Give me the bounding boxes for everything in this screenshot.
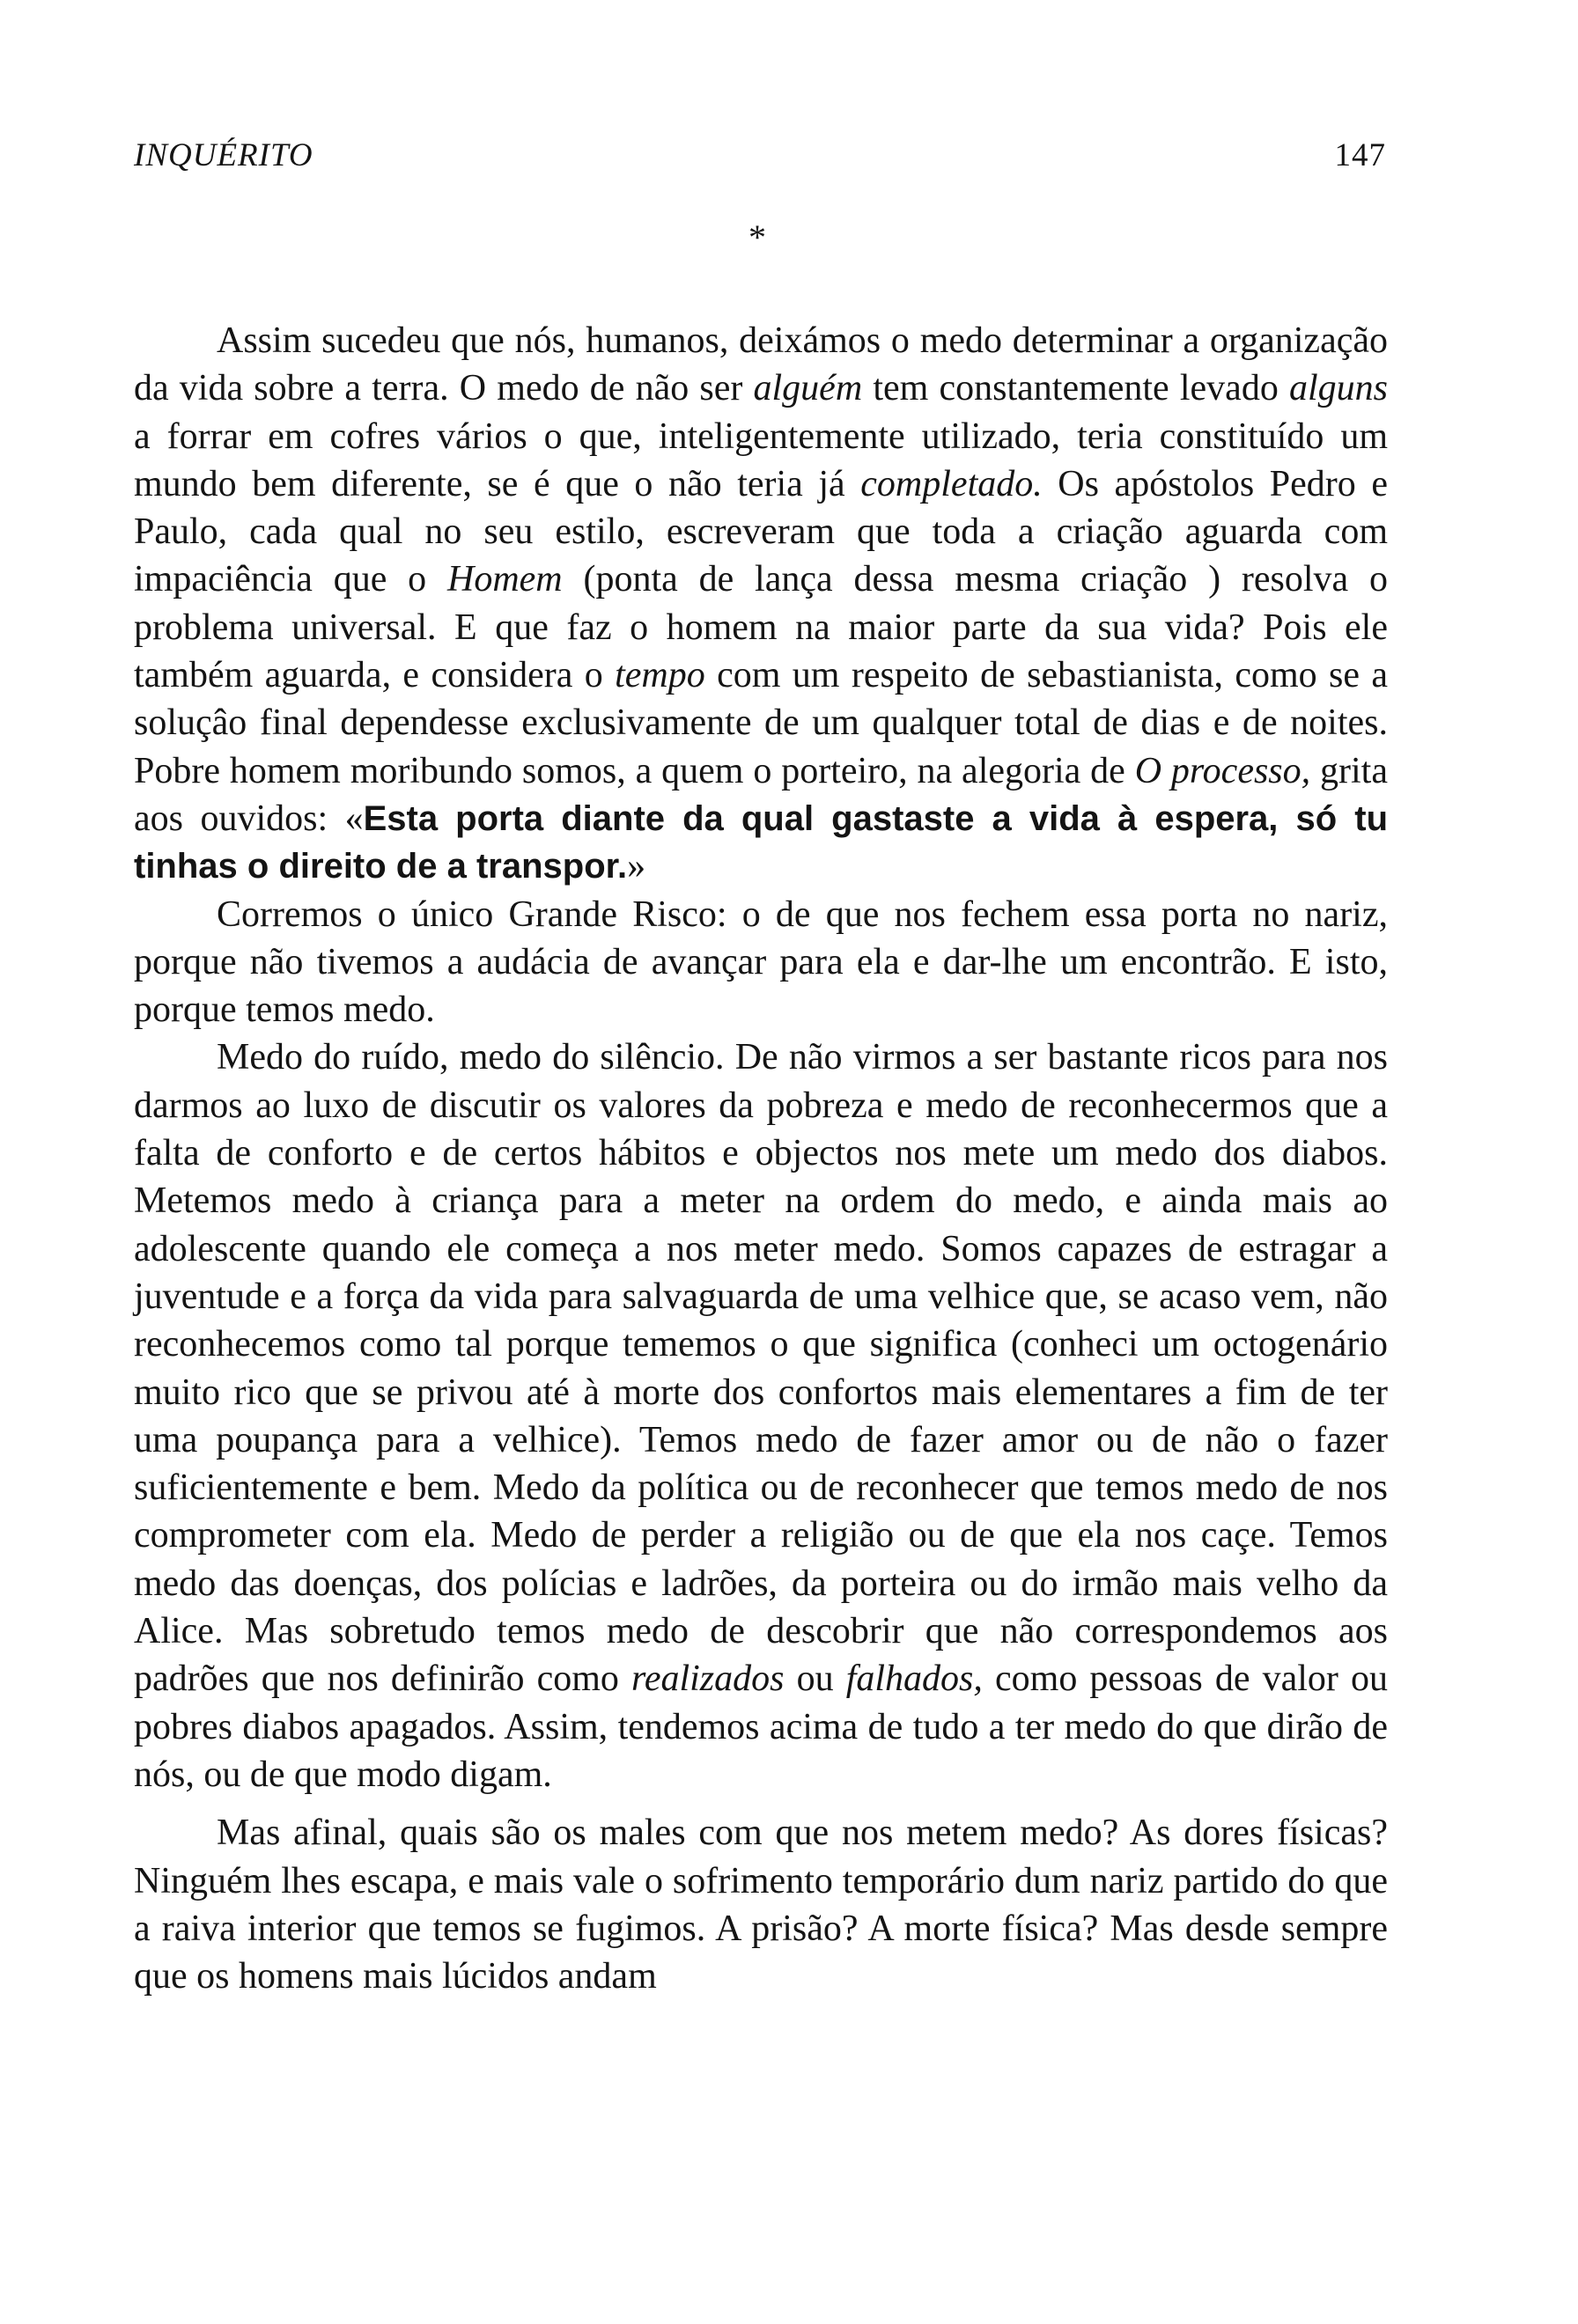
italic-text: alguns — [1288, 368, 1388, 409]
text-run: a forrar em cofres vários o que, inteligentemente utilizado, teria constituído um mundo bem diferente, se é que o não teria já — [134, 416, 1388, 504]
italic-text: O processo, — [1134, 750, 1311, 791]
text-run: (ponta de lança dessa mesma criação ) resolva o problema universal. E que faz o homem na maior parte da sua vida? Pois ele também aguarda, e considera o — [134, 559, 1388, 696]
text-run: grita aos ouvidos: « — [134, 750, 1388, 839]
italic-text: realizados — [631, 1658, 785, 1700]
page-number: 147 — [1334, 137, 1386, 173]
text-run: Corremos o único Grande Risco: o de que nos fechem essa porta no nariz, porque não tivemos a audácia de avançar para ela e dar-lhe um encontrão. E isto, porque temos medo. — [134, 894, 1388, 1031]
text-run: como pessoas de valor ou pobres diabos apagados. Assim, tendemos acima de tudo a ter medo do que dirão de nós, ou de que modo digam. — [134, 1658, 1388, 1795]
paragraph — [134, 1809, 1388, 2000]
italic-text: alguém — [753, 368, 863, 409]
italic-text: falhados, — [845, 1658, 983, 1700]
text-run: Assim sucedeu que nós, humanos, deixámos o medo determinar a organização da vida sobre a terra. O medo de não ser — [134, 320, 1388, 409]
text-run: ou — [784, 1658, 846, 1700]
text-run: Os apóstolos Pedro e Paulo, cada qual no seu estilo, escreveram que toda a criação aguarda com impaciência que o — [134, 463, 1388, 600]
italic-text: tempo — [615, 655, 705, 696]
paragraph — [134, 891, 1388, 1034]
body-text — [134, 317, 1388, 2000]
section-separator: * — [748, 217, 766, 257]
text-run: com um respeito de sebastianista, como se a soluçâo final dependesse exclusivamente de um qualquer total de dias e de noites. Pobre homem moribundo somos, a quem o porteiro, na alegoria de — [134, 655, 1388, 791]
text-run: tem constantemente levado — [862, 368, 1289, 409]
running-title: INQUÉRITO — [134, 137, 313, 173]
text-run: Mas afinal, quais são os males com que nos metem medo? As dores físicas? Ninguém lhes escapa, e mais vale o sofrimento temporário dum nariz partido do que a raiva interior que temos se fugimos. A prisão? A morte física? Mas desde sempre que os homens mais lúcidos andam — [134, 1813, 1388, 1997]
italic-text: completado. — [860, 463, 1043, 504]
text-run: Medo do ruído, medo do silêncio. De não virmos a ser bastante ricos para nos darmos ao luxo de discutir os valores da pobreza e medo de reconhecermos que a falta de conforto e de certos hábitos e objectos nos mete um medo dos diabos. Metemos medo à criança para a meter na ordem do medo, e ainda mais ao adolescente quando ele começa a nos meter medo. Somos capazes de estragar a juventude e a força da vida para salvaguarda de uma velhice que, se acaso vem, não reconhecemos como tal porque tememos o que significa (conheci um octogenário muito rico que se privou até à morte dos confortos mais elementares a fim de ter uma poupança para a velhice). Temos medo de fazer amor ou de não o fazer suficientemente e bem. Medo da política ou de reconhecer que temos medo de nos comprometer com ela. Medo de perder a religião ou de que ela nos caçe. Temos medo das doenças, dos polícias e ladrões, da porteira ou do irmão mais velho da Alice. Mas sobretudo temos medo de descobrir que não correspondemos aos padrões que nos definirão como — [134, 1037, 1388, 1700]
paragraph — [134, 317, 1388, 891]
paragraph — [134, 1033, 1388, 1798]
text-run: » — [627, 846, 646, 887]
italic-text: Homem — [447, 559, 563, 600]
bold-quote: Esta porta diante da qual gastaste a vida à espera, só tu tinhas o direito de a transpor. — [134, 798, 1389, 886]
